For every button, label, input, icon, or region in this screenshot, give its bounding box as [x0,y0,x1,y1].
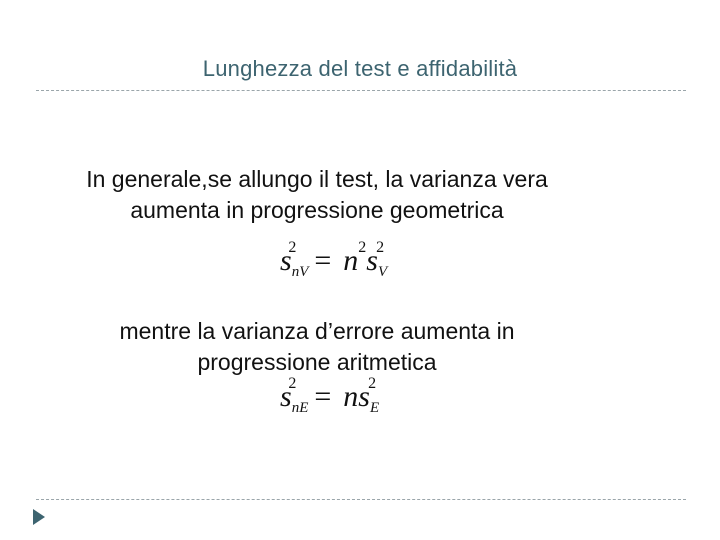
formula-superscript: 2 [358,239,367,256]
formula-subscript: E [369,400,380,416]
bottom-divider [36,499,686,500]
formula-symbol: s [280,380,292,413]
paragraph-line: In generale,se allungo il test, la varianza vera [86,166,548,192]
top-divider [36,90,686,91]
formula-equals: = [314,380,332,413]
formula-superscript: 2 [288,239,297,256]
slide-title: Lunghezza del test e affidabilità [202,56,518,81]
formula-error-variance [280,375,380,416]
formula-superscript: 2 [376,239,385,256]
formula-equals: = [314,244,332,277]
formula-true-variance [280,239,388,280]
paragraph-geometric [0,164,677,226]
formula-symbol: s [280,244,292,277]
paragraph-line: aumenta in progressione geometrica [130,197,504,223]
formula-symbol: n [343,244,359,277]
formula-superscript: 2 [368,375,377,392]
formula-symbol: s [366,244,378,277]
triangle-bullet-icon [33,509,45,525]
formula-superscript: 2 [288,375,297,392]
paragraph-line: mentre la varianza d’errore aumenta in [119,318,515,344]
paragraph-arithmetic [0,316,677,378]
formula-subscript: nV [291,264,309,280]
formula-subscript: nE [291,400,309,416]
formula-symbol: ns [343,380,370,413]
paragraph-line: progressione aritmetica [197,349,437,375]
formula-subscript: V [377,264,388,280]
